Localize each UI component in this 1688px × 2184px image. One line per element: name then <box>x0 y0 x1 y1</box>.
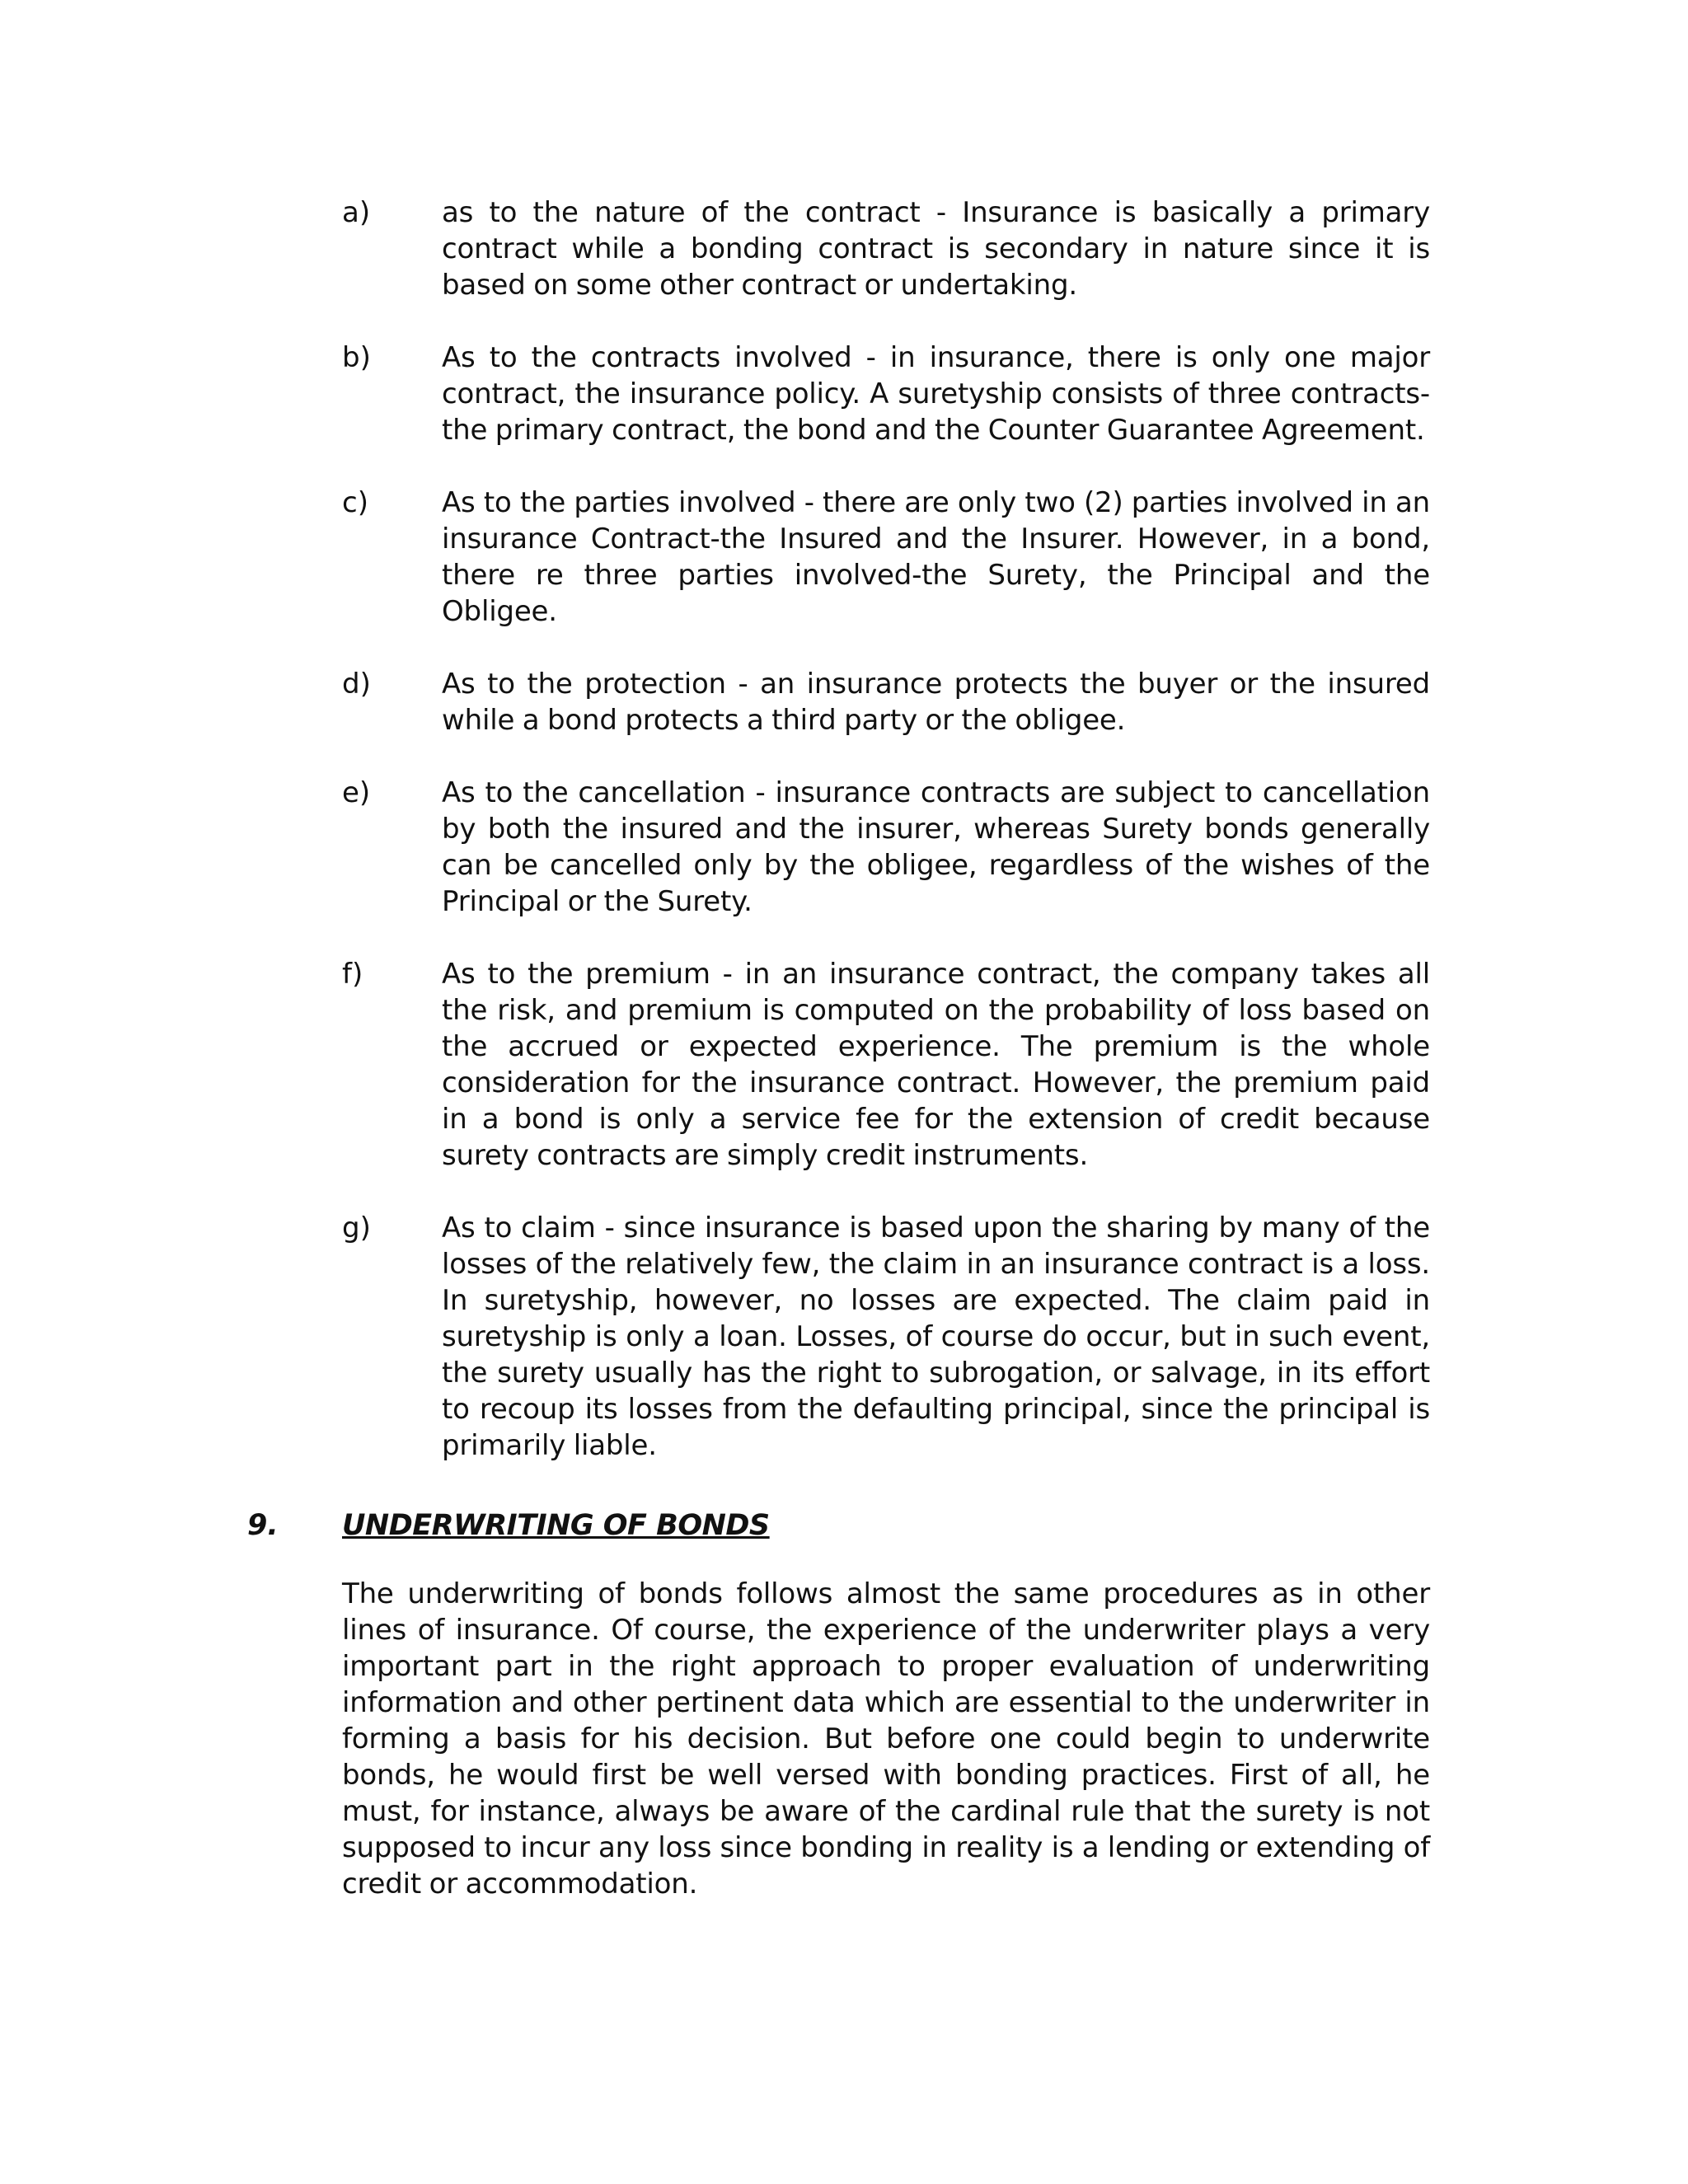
list-item-marker: d) <box>342 668 371 701</box>
list-item <box>342 775 1430 920</box>
list-item <box>342 956 1430 1174</box>
distinction-list <box>342 194 1430 1500</box>
list-item-text: As to the contracts involved - in insurance, there is only one major contract, the insurance policy. A suretyship consists of three contracts-the primary contract, the bond and the Counter Guarantee Agreement. <box>442 341 1430 447</box>
list-item <box>342 666 1430 738</box>
list-item-text: As to the parties involved - there are only two (2) parties involved in an insurance Contract-the Insured and the Insurer. However, in a bond, there re three parties involved-the Surety, the Principal and the Obligee. <box>442 486 1430 628</box>
section-number: 9. <box>247 1509 279 1542</box>
section-title: UNDERWRITING OF BONDS <box>342 1509 770 1542</box>
list-item-marker: g) <box>342 1212 371 1244</box>
list-item-text: as to the nature of the contract - Insurance is basically a primary contract while a bonding contract is secondary in nature since it is based on some other contract or undertaking. <box>442 196 1430 302</box>
list-item-marker: c) <box>342 486 368 519</box>
list-item-text: As to claim - since insurance is based upon the sharing by many of the losses of the relatively few, the claim in an insurance contract is a loss. In suretyship, however, no losses are expected. The claim paid in suretyship is only a loan. Losses, of course do occur, but in such event, the surety usually has the right to subrogation, or salvage, in its effort to recoup its losses from the defaulting principal, since the principal is primarily liable. <box>442 1212 1430 1462</box>
list-item-text: As to the premium - in an insurance contract, the company takes all the risk, and premium is computed on the probability of loss based on the accrued or expected experience. The premium is the whole consideration for the insurance contract. However, the premium paid in a bond is only a service fee for the extension of credit because surety contracts are simply credit instruments. <box>442 958 1430 1172</box>
list-item <box>342 340 1430 448</box>
section-underwriting <box>247 1505 1430 1902</box>
list-item-marker: b) <box>342 341 371 374</box>
list-item <box>342 194 1430 303</box>
list-item <box>342 485 1430 630</box>
list-item-text: As to the protection - an insurance protects the buyer or the insured while a bond protects a third party or the obligee. <box>442 668 1430 737</box>
section-heading <box>247 1505 1430 1546</box>
list-item-marker: e) <box>342 776 371 809</box>
section-body-paragraph: The underwriting of bonds follows almost the same procedures as in other lines of insurance. Of course, the experience of the underwriter plays a very important part in the right approach to proper evaluation of underwriting information and other pertinent data which are essential to the underwriter in forming a basis for his decision. But before one could begin to underwrite bonds, he would first be well versed with bonding practices. First of all, he must, for instance, always be aware of the cardinal rule that the surety is not supposed to incur any loss since bonding in reality is a lending or extending of credit or accommodation. <box>342 1577 1430 1900</box>
list-item-marker: a) <box>342 196 371 229</box>
list-item-marker: f) <box>342 958 363 991</box>
list-item <box>342 1210 1430 1464</box>
list-item-text: As to the cancellation - insurance contracts are subject to cancellation by both the insured and the insurer, whereas Surety bonds generally can be cancelled only by the obligee, regardless of the wishes of the Principal or the Surety. <box>442 776 1430 918</box>
